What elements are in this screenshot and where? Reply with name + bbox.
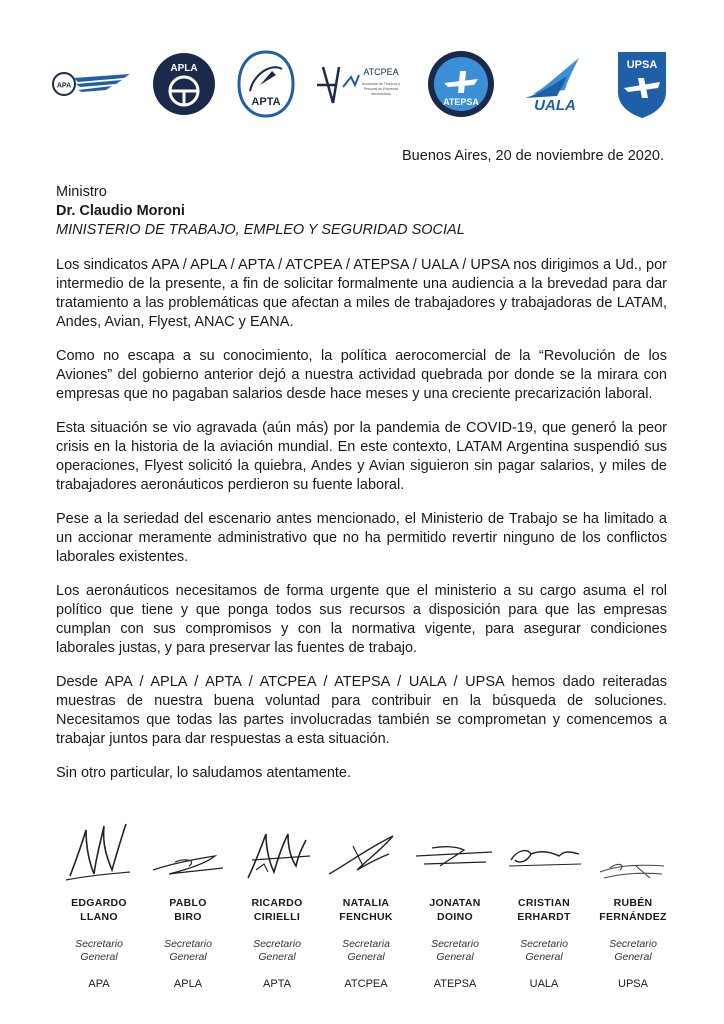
handwritten-signature [234,820,320,890]
signatory-apa [56,820,142,990]
handwritten-signature [145,820,231,890]
apta-logo [236,49,296,119]
signatory-last-name: ERHARDT [517,911,571,923]
signatory-uala [501,820,587,990]
signatory-union: ATCPEA [344,978,388,990]
signatory-first-name: NATALIA [342,897,390,909]
svg-text:APA: APA [56,82,72,90]
signatory-union: APTA [263,978,291,990]
handwritten-signature [56,820,142,890]
signatory-role-2: General [614,951,652,963]
signatory-first-name: CRISTIAN [518,897,570,909]
recipient-name: Dr. Claudio Moroni [56,203,185,219]
atepsa-logo [426,49,496,119]
svg-text:ATEPSA: ATEPSA [443,97,479,107]
recipient-ministry: MINISTERIO DE TRABAJO, EMPLEO Y SEGURIDAD SOCIAL [56,222,465,238]
paragraph: Como no escapa a su conocimiento, la política aerocomercial de la “Revolución de los Aviones” del gobierno anterior dejó a nuestra actividad quebrada por donde se la mirara con empresas que no pagaban salarios desde hace meses y una creciente precarización laboral. [56,348,667,402]
paragraph: Desde APA / APLA / APTA / ATCPEA / ATEPSA / UALA / UPSA hemos dado reiteradas muestras de nuestra buena voluntad para contribuir en la búsqueda de soluciones. Necesitamos que todas las partes involucradas también se comprometan y comencemos a trabajar juntos para dar respuestas a esta situación. [56,674,667,747]
svg-text:Asociación de Técnicos y: Asociación de Técnicos y [361,82,401,86]
signatory-role-2: General [347,951,385,963]
signatory-first-name: EDGARDO [71,897,127,909]
signatory-upsa [590,820,676,990]
signatory-role-2: General [525,951,563,963]
closing: Sin otro particular, lo saludamos atentamente. [56,765,351,781]
signatory-role-2: General [258,951,296,963]
letter-body [56,256,667,798]
svg-text:APTA: APTA [251,96,281,108]
signature-row [56,820,676,990]
svg-text:ATCPEA: ATCPEA [363,67,399,77]
signatory-first-name: JONATAN [429,897,481,909]
signatory-last-name: DOINO [437,911,473,923]
signatory-last-name: FERNÁNDEZ [599,911,667,923]
apa-logo [50,64,132,104]
signatory-apla [145,820,231,990]
signatory-first-name: RUBÉN [613,897,653,909]
handwritten-signature [501,820,587,890]
upsa-logo [614,48,670,120]
signatory-first-name: RICARDO [251,897,303,909]
signatory-role: Secretario [520,938,568,950]
signatory-role-2: General [436,951,474,963]
letter-date: Buenos Aires, 20 de noviembre de 2020. [402,148,664,164]
signatory-role: Secretaria [342,938,390,950]
signatory-role: Secretario [164,938,212,950]
union-logos-row [50,44,670,124]
signatory-atepsa [412,820,498,990]
signatory-union: APLA [173,978,203,990]
signatory-union: APA [88,978,110,990]
uala-logo [515,54,595,114]
apla-logo [151,51,217,117]
signatory-apta [234,820,320,990]
signatory-last-name: LLANO [80,911,118,923]
signatory-last-name: FENCHUK [339,911,393,923]
svg-text:Personal de Empresas: Personal de Empresas [363,87,399,91]
signatory-role: Secretario [75,938,123,950]
paragraph: Los sindicatos APA / APLA / APTA / ATCPEA / ATEPSA / UALA / UPSA nos dirigimos a Ud., por intermedio de la presente, a fin de solicitar formalmente una audiencia a la brevedad para dar tratamiento a las problemáticas que afectan a miles de trabajadores y trabajadoras de LATAM, Andes, Avian, Flyest, ANAC y EANA. [56,257,667,330]
svg-text:APLA: APLA [170,63,198,74]
handwritten-signature [412,820,498,890]
svg-text:UPSA: UPSA [626,59,658,71]
signatory-first-name: PABLO [169,897,207,909]
signatory-union: ATEPSA [433,978,477,990]
signatory-atcpea [323,820,409,990]
signatory-last-name: BIRO [174,911,202,923]
handwritten-signature [590,820,676,890]
signatory-role-2: General [169,951,207,963]
signatory-union: UPSA [618,978,648,990]
svg-text:Aeronáuticas: Aeronáuticas [371,92,391,96]
signatory-role-2: General [80,951,118,963]
paragraph: Los aeronáuticos necesitamos de forma urgente que el ministerio a su cargo asuma el rol político que tiene y que ponga todos sus recursos a disposición para que las empresas cumplan con sus compromisos y con la normativa vigente, para asegurar condiciones laborales justas, y para preservar las fuentes de trabajo. [56,583,667,656]
svg-text:UALA: UALA [534,97,576,114]
paragraph: Esta situación se vio agravada (aún más) por la pandemia de COVID-19, que generó la peor crisis en la historia de la aviación mundial. En este contexto, LATAM Argentina suspendió sus operaciones, Flyest solicitó la quiebra, Andes y Avian siguieron sin pagar salarios, y miles de trabajadores aeronáuticos perdieron su fuente laboral. [56,420,667,493]
recipient-role: Ministro [56,184,107,200]
signatory-last-name: CIRIELLI [253,911,301,923]
recipient-block [56,183,465,240]
paragraph: Pese a la seriedad del escenario antes mencionado, el Ministerio de Trabajo se ha limitado a un accionar meramente administrativo que no ha permitido revertir ninguno de los conflictos laborales existentes. [56,511,667,565]
signatory-role: Secretario [609,938,657,950]
atcpea-logo [315,59,407,109]
signatory-role: Secretario [253,938,301,950]
handwritten-signature [323,820,409,890]
signatory-union: UALA [529,978,559,990]
signatory-role: Secretario [431,938,479,950]
